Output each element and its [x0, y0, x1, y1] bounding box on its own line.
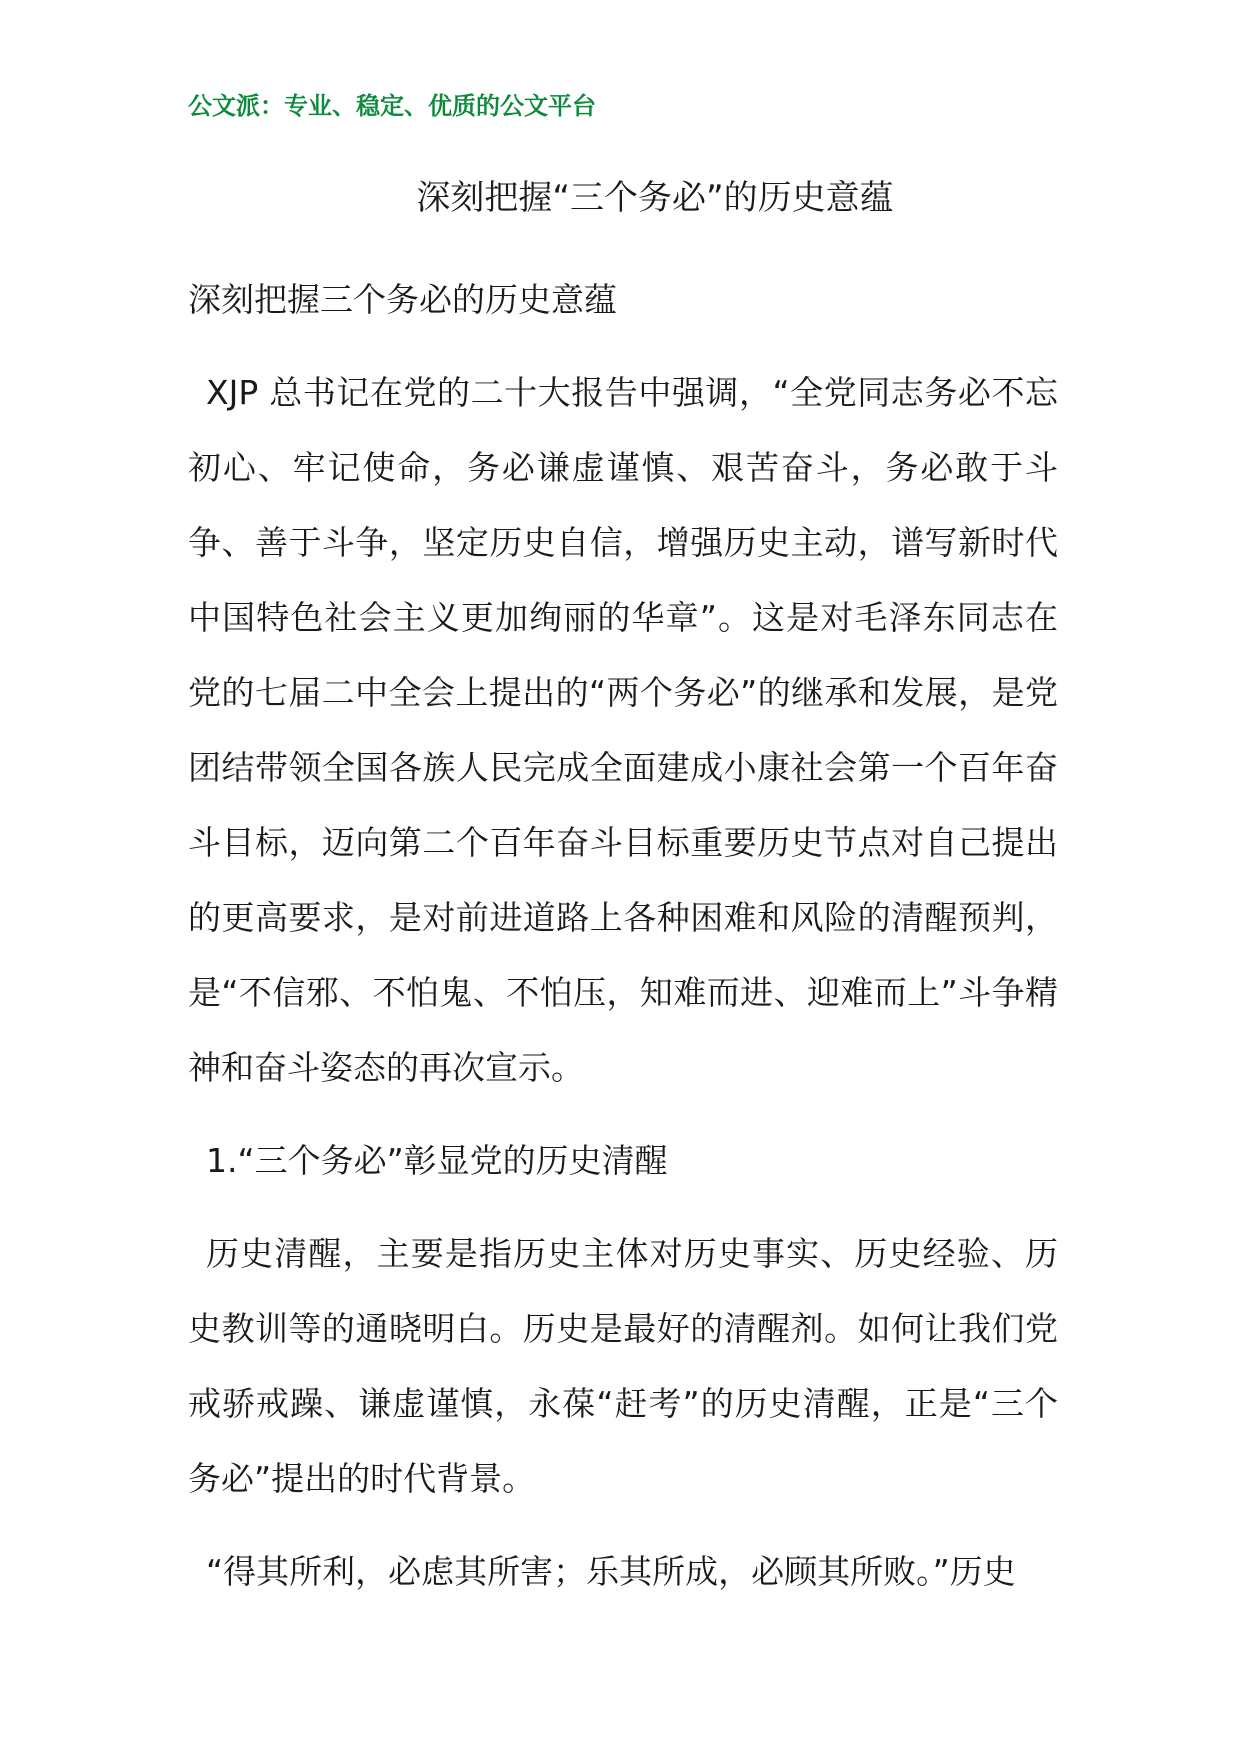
header-brand-text: 公文派：专业、稳定、优质的公文平台 [188, 91, 596, 120]
document-subtitle: 深刻把握三个务必的历史意蕴 [188, 280, 617, 319]
paragraph-intro: XJP 总书记在党的二十大报告中强调，“全党同志务必不忘初心、牢记使命，务必谦虚谨慎、艰苦奋斗，务必敢于斗争、善于斗争，坚定历史自信，增强历史主动，谱写新时代中国特色社会主义更加绚丽的华章”。这是对毛泽东同志在党的七届二中全会上提出的“两个务必”的继承和发展，是党团结带领全国各族人民完成全面建成小康社会第一个百年奋斗目标，迈向第二个百年奋斗目标重要历史节点对自己提出的更高要求，是对前进道路上各种困难和风险的清醒预判，是“不信邪、不怕鬼、不怕压，知难而进、迎难而上”斗争精神和奋斗姿态的再次宣示。 [188, 373, 1058, 1087]
paragraph-history-awareness: 历史清醒，主要是指历史主体对历史事实、历史经验、历史教训等的通晓明白。历史是最好的清醒剂。如何让我们党戒骄戒躁、谦虚谨慎，永葆“赶考”的历史清醒，正是“三个务必”提出的时代背景。 [188, 1234, 1058, 1498]
section-heading: 1.“三个务必”彰显党的历史清醒 [206, 1141, 668, 1180]
paragraph-quote: “得其所利，必虑其所害；乐其所成，必顾其所败。”历史 [206, 1552, 1016, 1591]
document-title: 深刻把握“三个务必”的历史意蕴 [416, 178, 894, 218]
document-body [188, 262, 1058, 1627]
